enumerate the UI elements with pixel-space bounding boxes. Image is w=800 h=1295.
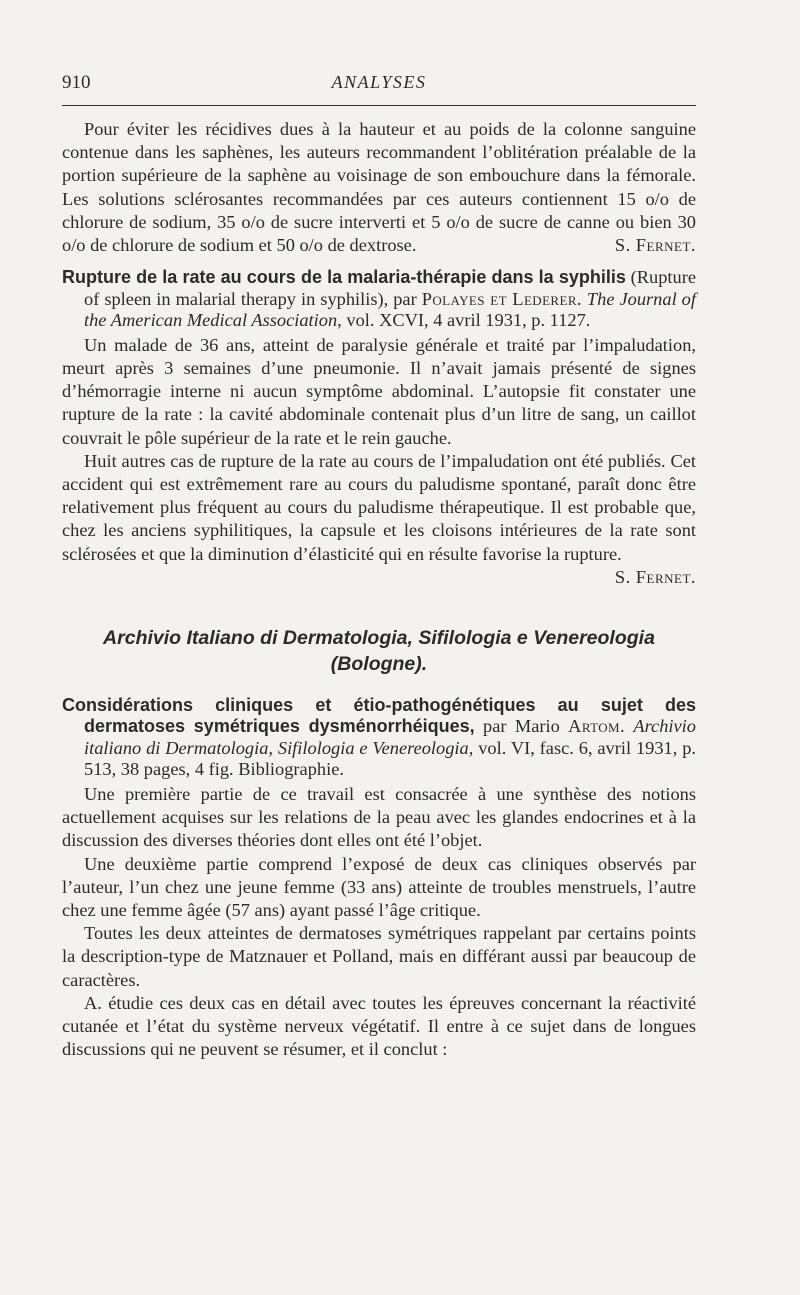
article1-authors: Polayes et Lederer. xyxy=(421,288,582,309)
page-header xyxy=(62,72,696,100)
article1-title: Rupture de la rate au cours de la malaria-thérapie dans la syphilis xyxy=(62,267,626,288)
journal-heading-line: Archivio Italiano di Dermatologia, Sifilologia e Venereologia xyxy=(103,626,655,649)
article2-citation: vol. VI, fasc. 6, avril 1931, p. 513, 38 pages, 4 fig. Bibliographie. xyxy=(84,737,696,780)
section1-paragraph: Pour éviter les récidives dues à la hauteur et au poids de la colonne sanguine contenue dans les saphènes, les auteurs recommandent l’oblitération préalable de la portion supérieure de la saphène au voisinage de son embouchure dans la fémorale. Les solutions sclérosantes recommandées par ces auteurs contiennent 15 o/o de chlorure de sodium, 35 o/o de sucre interverti et 5 o/o de sucre de canne ou bien 30 o/o de chlorure de sodium et 50 o/o de dextrose. S. Fernet. xyxy=(62,118,696,257)
article2-paragraph: Une première partie de ce travail est consacrée à une synthèse des notions actuellement acquises sur les relations de la peau avec les glandes endocrines et à la discussion des diverses théories dont elles ont été l’objet. xyxy=(62,783,696,851)
article1-paragraph: Huit autres cas de rupture de la rate au cours de l’impaludation ont été publiés. Cet accident qui est extrêmement rare au cours du paludisme spontané, paraît donc être relativement plus fréquent au cours du paludisme thérapeutique. Il est probable que, chez les anciens syphilitiques, la capsule et les cloisons intérieures de la rate sont sclérosées et que la diminution d’élasticité qui en résulte favorise la rupture. xyxy=(62,450,696,564)
article2-paragraph: Toutes les deux atteintes de dermatoses symétriques rappelant par certains points la description-type de Matznauer et Polland, mais en différant aussi par beaucoup de caractères. xyxy=(62,923,696,990)
article2-heading xyxy=(62,695,696,781)
running-title: ANALYSES xyxy=(331,72,427,92)
article2-paragraph: Une deuxième partie comprend l’exposé de deux cas cliniques observés par l’auteur, l’un chez une jeune femme (33 ans) atteinte de troubles menstruels, l’autre chez une femme âgée (57 ans) ayant passé l’âge critique. xyxy=(62,853,696,920)
signature: S. Fernet. xyxy=(614,235,696,256)
page-body xyxy=(62,118,696,1061)
article1-heading xyxy=(62,267,696,332)
article1-journal: The Journal of the American Medical Association, xyxy=(84,288,696,331)
article1-subtitle: (Rupture of spleen in malarial therapy in syphilis), par xyxy=(84,267,696,309)
signature: S. Fernet. xyxy=(614,566,696,587)
article2-author: Artom. xyxy=(568,716,625,737)
article2-journal: Archivio italiano di Dermatologia, Sifilologia e Venereologia, xyxy=(84,716,696,758)
journal-heading-line: (Bologne). xyxy=(330,652,428,675)
page-number: 910 xyxy=(62,72,91,93)
header-rule xyxy=(62,105,696,106)
article2-par: par Mario xyxy=(483,716,560,737)
journal-heading xyxy=(62,625,696,677)
article1-paragraph: Un malade de 36 ans, atteint de paralysie générale et traité par l’impaludation, meurt après 3 semaines d’une pneumonie. Il n’avait jamais présenté de signes d’hémorragie interne ni aucun symptôme abdominal. L’autopsie fit constater une rupture de la rate : la cavité abdominale contenait plus d’un litre de sang, un caillot couvrait le pôle supérieur de la rate et le rein gauche. xyxy=(62,334,696,448)
article2-paragraph: A. étudie ces deux cas en détail avec toutes les épreuves concernant la réactivité cutanée et l’état du système nerveux végétatif. Il entre à ce sujet dans de longues discussions qui ne peuvent se résumer, et il conclut : xyxy=(62,992,696,1060)
article1-citation: vol. XCVI, 4 avril 1931, p. 1127. xyxy=(346,310,591,331)
article2-title: Considérations cliniques et étio-pathogénétiques au sujet des dermatoses symétriques dysménorrhéiques, xyxy=(62,694,696,737)
